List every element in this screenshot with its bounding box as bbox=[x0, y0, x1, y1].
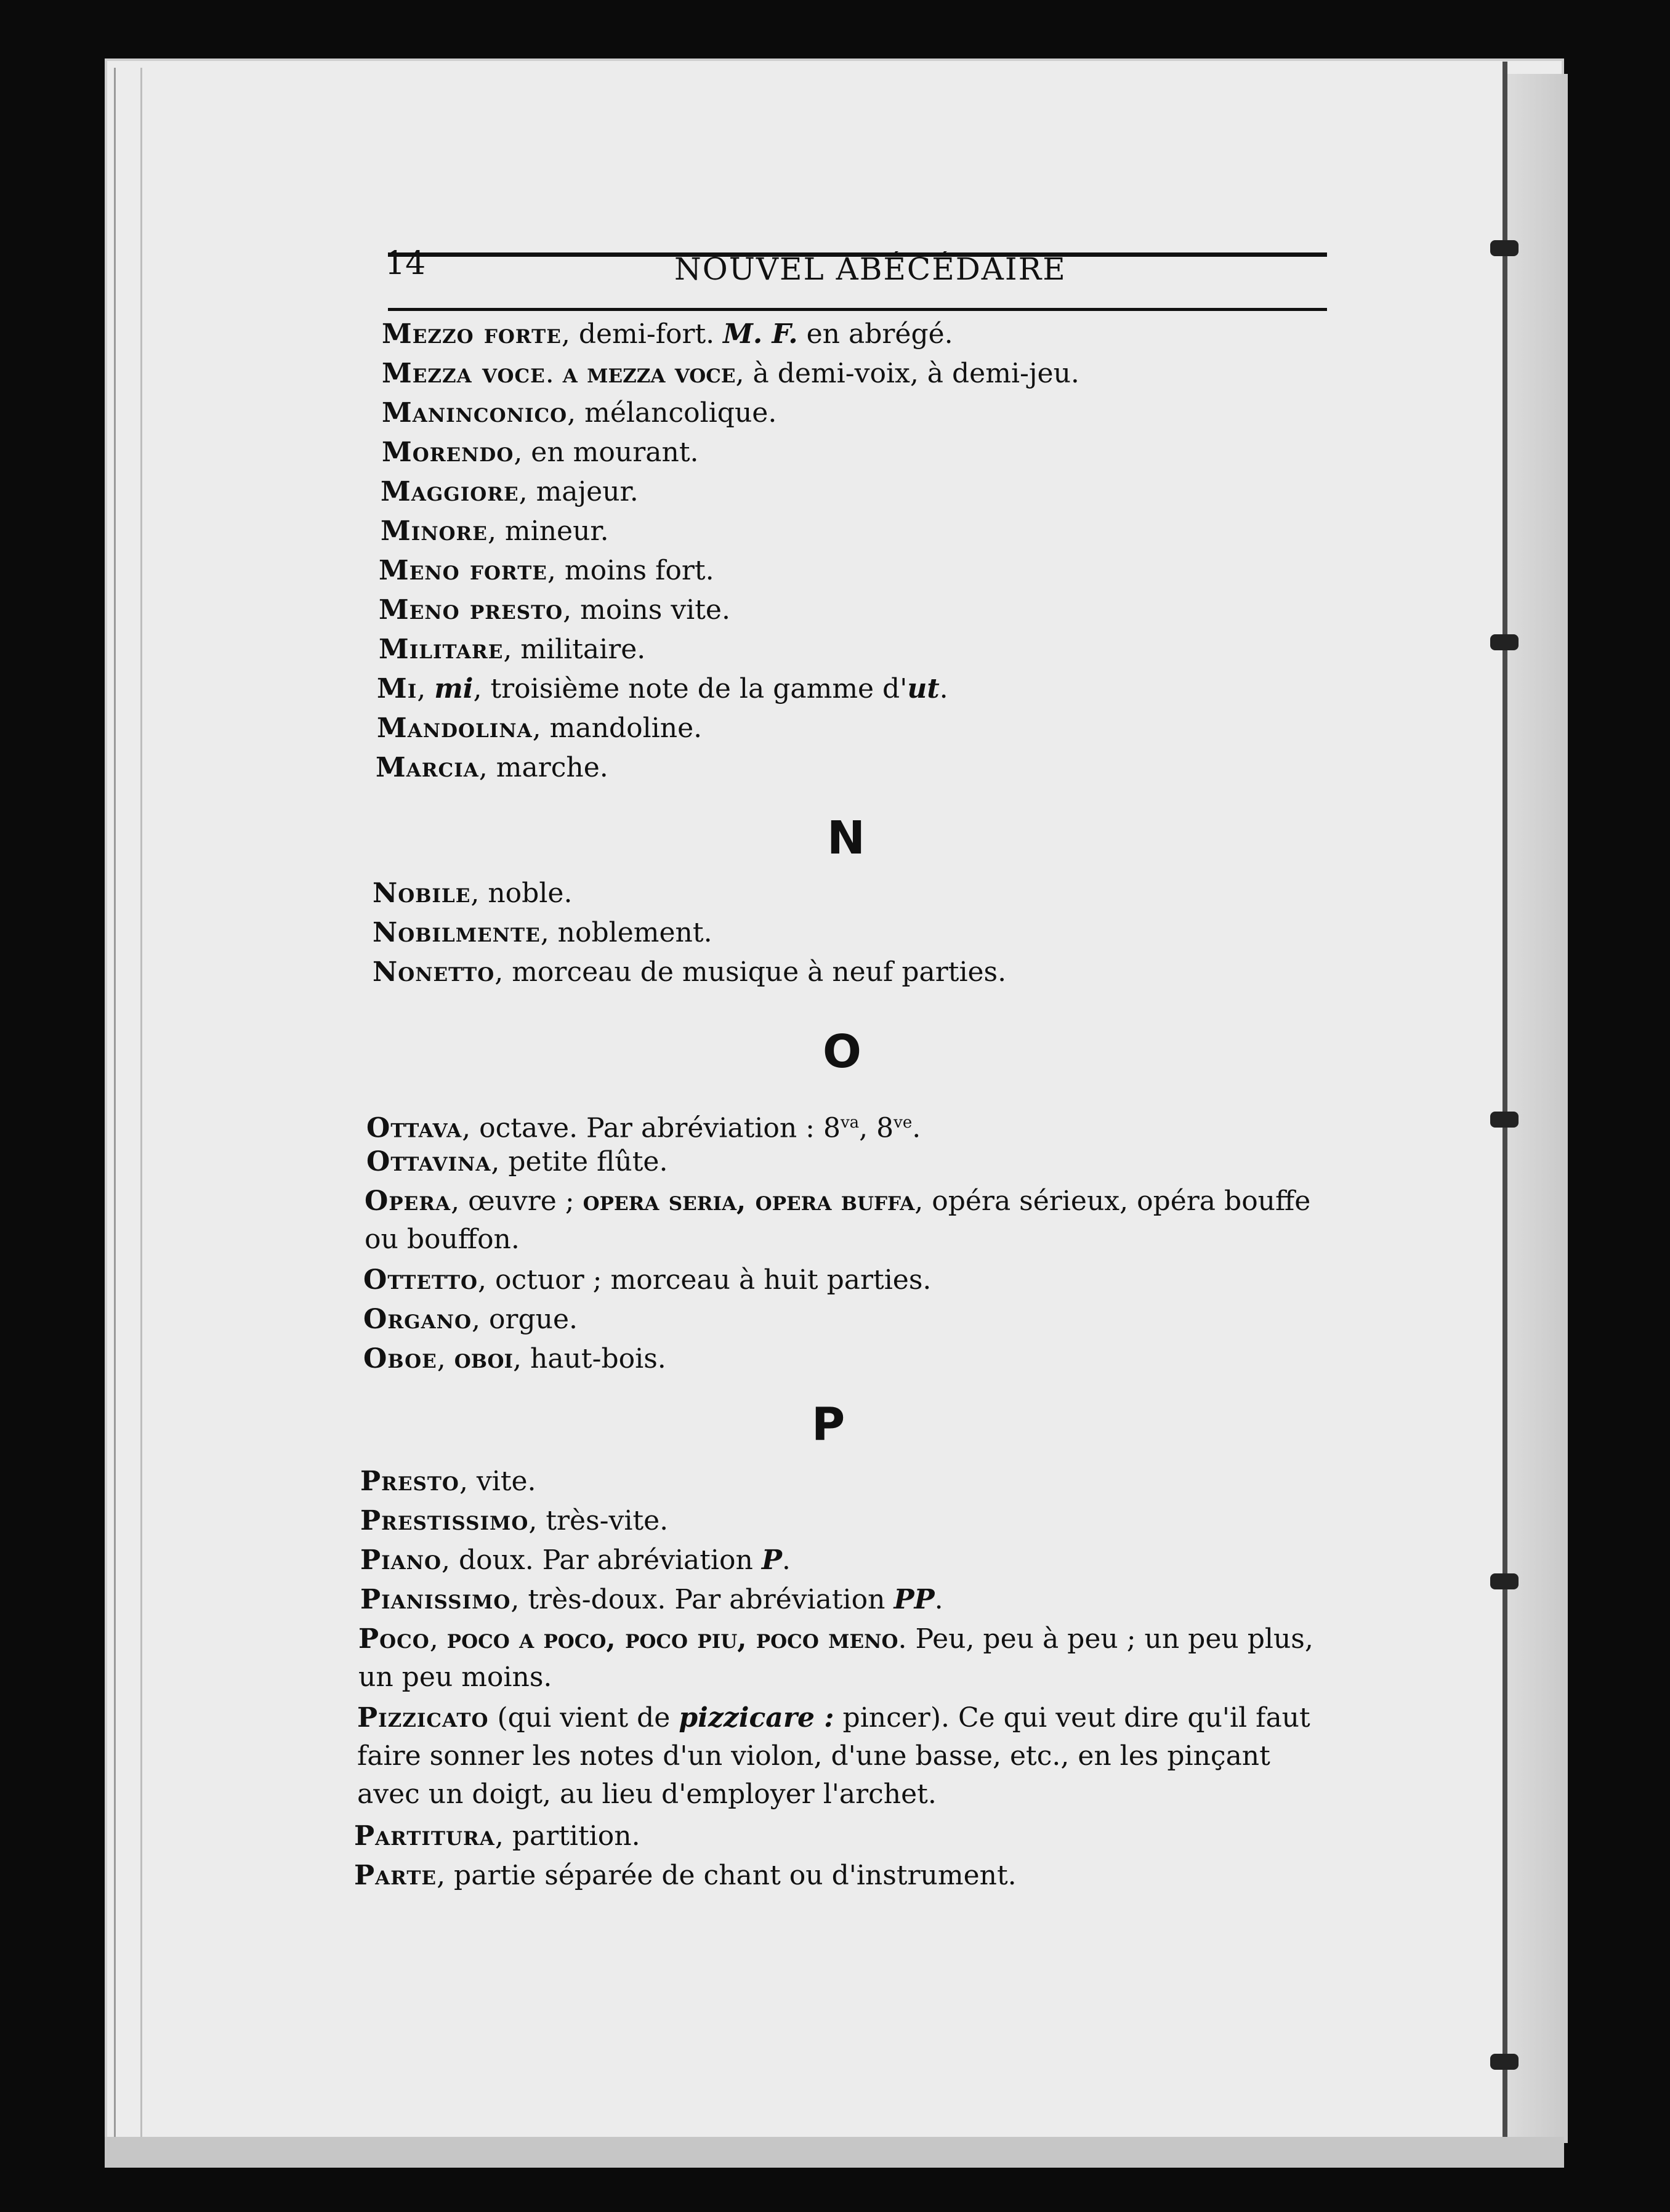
entry: Parte, partie séparée de chant ou d'instrument. bbox=[354, 1860, 1017, 1891]
section-letter: O bbox=[823, 1025, 861, 1078]
header-rule-bottom bbox=[388, 308, 1327, 311]
entry: Militare, militaire. bbox=[379, 634, 646, 665]
entry: Ottavina, petite flûte. bbox=[366, 1146, 668, 1177]
entry: Mezzo forte, demi-fort. M. F. en abrégé. bbox=[382, 318, 953, 350]
entry: Prestissimo, très-vite. bbox=[360, 1505, 669, 1536]
entry: Partitura, partition. bbox=[354, 1820, 640, 1852]
section-letter: P bbox=[812, 1398, 845, 1451]
binding-stitch bbox=[1490, 2054, 1519, 2070]
entry: Poco, poco a poco, poco piu, poco meno. Peu, peu à peu ; un peu plus, un peu moins. bbox=[358, 1623, 1313, 1693]
entry: Nonetto, morceau de musique à neuf parties. bbox=[373, 956, 1007, 988]
binding-stitch bbox=[1490, 634, 1519, 650]
entry: Meno forte, moins fort. bbox=[379, 555, 714, 586]
entry: Meno presto, moins vite. bbox=[379, 594, 730, 626]
entry: Mandolina, mandoline. bbox=[377, 712, 703, 744]
entry: Opera, œuvre ; opera seria, opera buffa, opéra sérieux, opéra bouffe ou bouffon. bbox=[365, 1185, 1311, 1255]
entry: Ottetto, octuor ; morceau à huit parties. bbox=[363, 1264, 932, 1296]
entry: Marcia, marche. bbox=[376, 752, 608, 783]
entry: Maninconico, mélancolique. bbox=[382, 397, 777, 429]
running-head: NOUVEL ABÉCÉDAIRE bbox=[674, 251, 1067, 287]
page-number: 14 bbox=[385, 245, 426, 282]
entry: Maggiore, majeur. bbox=[381, 476, 639, 507]
entry: Minore, mineur. bbox=[381, 515, 609, 547]
entry: Pianissimo, très-doux. Par abréviation PP. bbox=[360, 1584, 943, 1615]
page-left-edge bbox=[114, 68, 142, 2143]
entry: Oboe, oboi, haut-bois. bbox=[363, 1343, 666, 1374]
page-bottom-edge bbox=[105, 2137, 1564, 2168]
binding-stitch bbox=[1490, 1573, 1519, 1589]
entry: Ottava, octave. Par abréviation : $8^{va}$, $8^{ve}$. bbox=[366, 1112, 921, 1144]
entry: Pizzicato (qui vient de pizzicare : pincer). Ce qui veut dire qu'il faut faire sonner les notes d'un violon, d'une basse, etc., en les pinçant avec un doigt, au lieu d'employer l'archet. bbox=[357, 1702, 1310, 1810]
facing-page-edge bbox=[1503, 74, 1568, 2143]
binding-stitch bbox=[1490, 1112, 1519, 1128]
entry: Mi, mi, troisième note de la gamme d'ut. bbox=[377, 673, 948, 704]
entry: Organo, orgue. bbox=[363, 1304, 578, 1335]
entry: Mezza voce. a mezza voce, à demi-voix, à demi-jeu. bbox=[382, 358, 1079, 389]
entry: Presto, vite. bbox=[360, 1466, 536, 1497]
entry: Nobile, noble. bbox=[373, 878, 573, 909]
section-letter: N bbox=[827, 812, 865, 865]
entry: Piano, doux. Par abréviation P. bbox=[360, 1544, 791, 1576]
binding-stitch bbox=[1490, 240, 1519, 256]
entry: Nobilmente, noblement. bbox=[373, 917, 712, 948]
entry: Morendo, en mourant. bbox=[382, 437, 699, 468]
